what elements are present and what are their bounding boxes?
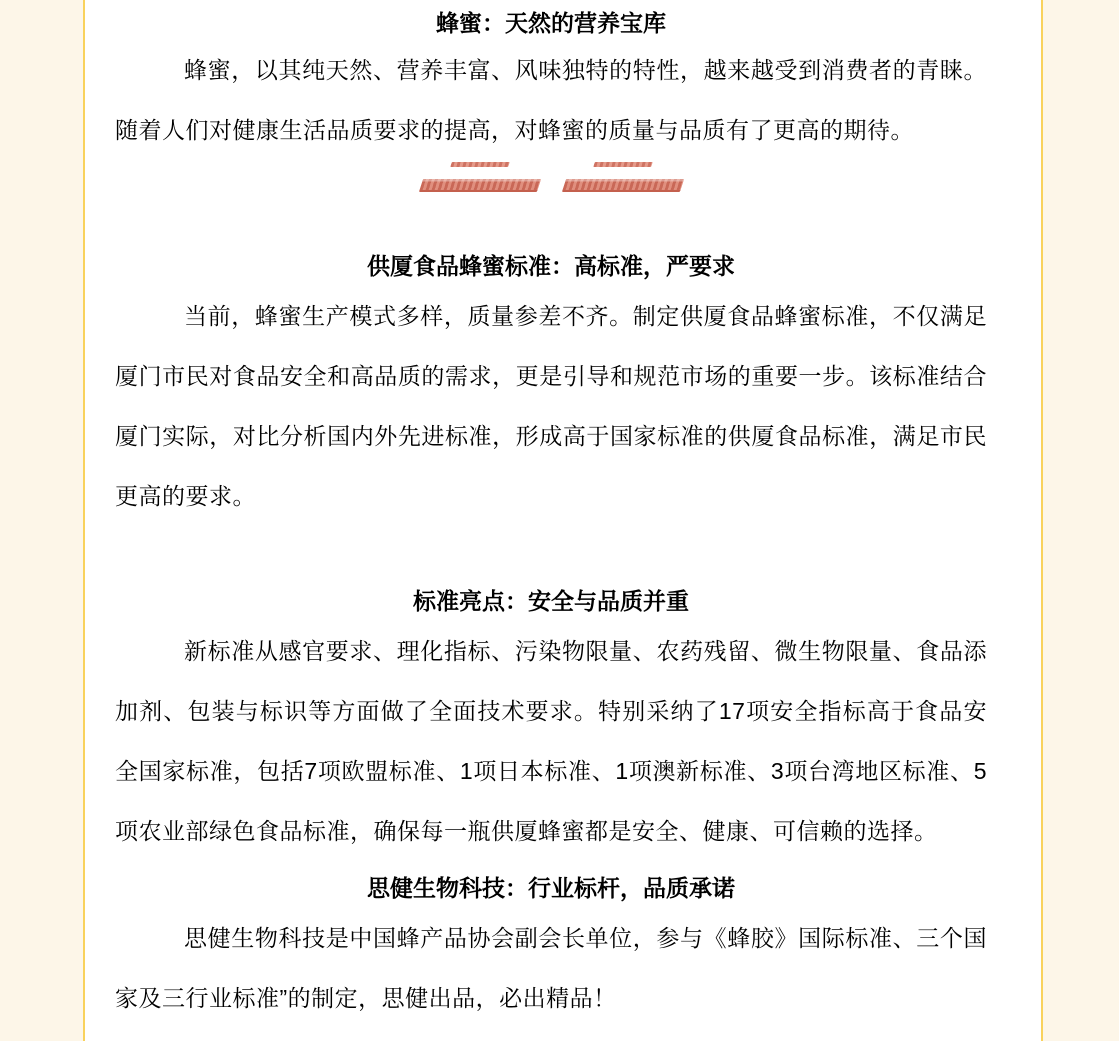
- ribbon-cap: [593, 162, 653, 167]
- ribbon-bar: [418, 179, 540, 192]
- ribbon-right-icon: [564, 162, 682, 192]
- heading-company: 思健生物科技：行业标杆，品质承诺: [367, 875, 735, 901]
- paragraph-company: 思健生物科技是中国蜂产品协会副会长单位，参与《蜂胶》国际标准、三个国家及三行业标准”的制定，思健出品，必出精品！: [115, 925, 987, 1011]
- ribbon-cap: [450, 162, 510, 167]
- article-panel: [83, 0, 1043, 1041]
- article-title: 蜂蜜：天然的营养宝库: [436, 10, 666, 36]
- ribbon-bar: [561, 179, 683, 192]
- ribbon-divider: [115, 162, 987, 192]
- paragraph-highlights: 新标准从感官要求、理化指标、污染物限量、农药残留、微生物限量、食品添加剂、包装与标识等方面做了全面技术要求。特别采纳了17项安全指标高于食品安全国家标准，包括7项欧盟标准、1项日本标准、1项澳新标准、3项台湾地区标准、5项农业部绿色食品标准，确保每一瓶供厦蜂蜜都是安全、健康、可信赖的选择。: [115, 638, 987, 844]
- heading-standard: 供厦食品蜂蜜标准：高标准，严要求: [367, 253, 735, 279]
- article-content: [85, 0, 1041, 1028]
- paragraph-standard: 当前，蜂蜜生产模式多样，质量参差不齐。制定供厦食品蜂蜜标准，不仅满足厦门市民对食品安全和高品质的需求，更是引导和规范市场的重要一步。该标准结合厦门实际，对比分析国内外先进标准，形成高于国家标准的供厦食品标准，满足市民更高的要求。: [115, 303, 987, 509]
- heading-highlights: 标准亮点：安全与品质并重: [413, 588, 689, 614]
- ribbon-left-icon: [421, 162, 539, 192]
- intro-paragraph: 蜂蜜，以其纯天然、营养丰富、风味独特的特性，越来越受到消费者的青睐。随着人们对健康生活品质要求的提高，对蜂蜜的质量与品质有了更高的期待。: [115, 57, 987, 143]
